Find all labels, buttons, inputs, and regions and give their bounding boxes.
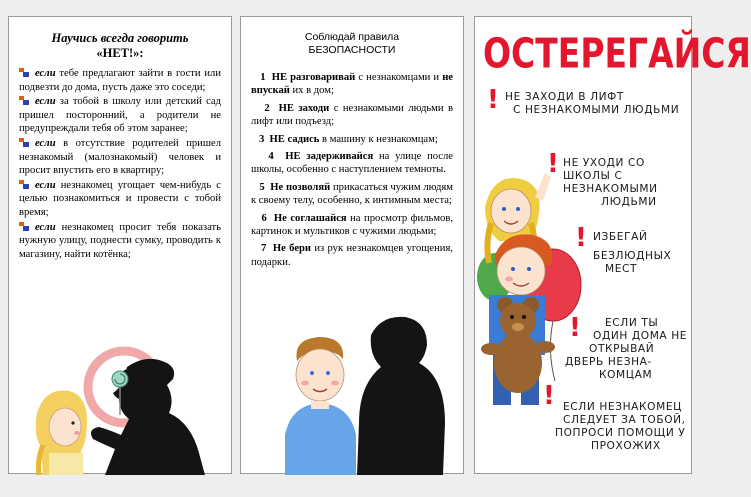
warning-exclamation-icon: ! <box>569 313 581 343</box>
beware-note-followed <box>555 401 686 453</box>
girl-stranger-illustration <box>9 335 233 475</box>
rule-item <box>251 181 453 208</box>
note-line: НЕ ЗАХОДИ В ЛИФТ <box>505 91 624 103</box>
rule-text: с незнакомыми людьми в лифт или подъезд; <box>251 102 454 128</box>
safety-rules-list <box>251 71 453 269</box>
safety-rules-panel <box>240 16 464 474</box>
warning-exclamation-icon: ! <box>575 223 587 253</box>
item-text: незнакомец угощает чем-нибудь с целью познакомиться и провести с тобой время; <box>19 179 221 218</box>
rule-text: в машину к незнакомцам; <box>319 133 438 145</box>
keyword-if: если <box>35 68 56 79</box>
rule-keyword: не впускай <box>251 72 453 97</box>
list-item <box>19 67 221 94</box>
beware-note-home-alone <box>565 317 688 382</box>
note-line: ЕСЛИ НЕЗНАКОМЕЦ <box>563 401 682 413</box>
item-text: тебе предлагают зайти в гости или подвезти до дома, пусть даже это соседи; <box>19 68 221 93</box>
say-no-panel <box>8 16 232 474</box>
note-line: ПРОХОЖИХ <box>591 440 661 452</box>
safety-title-line1: Соблюдай правила <box>304 31 400 43</box>
note-line: ШКОЛЫ С <box>563 170 623 182</box>
bullet-icon <box>19 96 30 105</box>
rule-item <box>251 71 453 98</box>
bullet-icon <box>19 68 30 77</box>
bullet-icon <box>19 180 30 189</box>
rule-text: с незнакомцами и <box>355 72 443 83</box>
say-no-title-line1: Научись всегда говорить <box>51 31 189 45</box>
rule-text: на улице после школы, особенно с наступлением темноты. <box>251 151 453 176</box>
note-line: СЛЕДУЕТ ЗА ТОБОЙ, <box>563 414 686 426</box>
rule-number: 2 <box>264 102 270 114</box>
rule-item <box>251 150 453 177</box>
rule-text: их в дом; <box>289 85 334 97</box>
say-no-list <box>19 67 221 261</box>
note-line: ОДИН ДОМА НЕ <box>593 330 688 342</box>
rule-keyword: НЕ заходи <box>278 102 330 114</box>
list-item <box>19 221 221 262</box>
bullet-icon <box>19 222 30 231</box>
note-line: МЕСТ <box>605 263 638 275</box>
rule-keyword: Не соглашайся <box>273 212 347 224</box>
rule-keyword: НЕ садись <box>269 133 320 145</box>
say-no-title <box>17 31 223 61</box>
keyword-if: если <box>35 179 56 191</box>
note-line: БЕЗЛЮДНЫХ <box>593 250 672 262</box>
note-line: ИЗБЕГАЙ <box>593 231 648 243</box>
item-text: за тобой в школу или детский сад пришел посторонний, а родители не предупреждали тебя об этом заранее; <box>19 96 221 135</box>
list-item <box>19 95 221 136</box>
note-line: ДВЕРЬ НЕЗНА- <box>565 356 652 368</box>
rule-keyword: Не бери <box>272 243 312 255</box>
rule-number: 4 <box>268 151 274 163</box>
note-line: ЛЮДЬМИ <box>601 196 657 208</box>
boy-shadow-illustration <box>241 305 465 475</box>
keyword-if: если <box>35 96 56 108</box>
beware-note-empty-places <box>593 231 671 276</box>
rule-item <box>251 242 453 269</box>
keyword-if: если <box>35 221 56 233</box>
rule-number: 1 <box>260 72 266 83</box>
note-line: ОТКРЫВАЙ <box>589 343 655 355</box>
rule-number: 5 <box>259 181 265 193</box>
rule-item <box>251 102 453 129</box>
rule-keyword: НЕ разговаривай <box>271 72 356 83</box>
keyword-if: если <box>35 137 56 149</box>
list-item <box>19 179 221 220</box>
safety-title-line2: БЕЗОПАСНОСТИ <box>308 44 396 56</box>
safety-rules-title <box>249 31 455 57</box>
item-text: в отсутствие родителей пришел незнакомый (малознакомый) человек и просит впустить его в квартиру; <box>19 137 221 177</box>
warning-exclamation-icon: ! <box>487 85 499 115</box>
list-item <box>19 137 221 178</box>
rule-number: 6 <box>261 212 267 224</box>
item-text: незнакомец просит тебя показать нужную улицу, поднести сумку, проводить к магазину, найти котёнка; <box>19 221 221 260</box>
rule-text: на просмотр фильмов, картинок и мультиков с чужими людьми; <box>251 212 453 238</box>
beware-note-school <box>563 157 658 209</box>
beware-panel <box>474 16 751 474</box>
note-line: ЕСЛИ ТЫ <box>605 317 659 329</box>
note-line: НЕ УХОДИ СО <box>563 157 645 169</box>
bullet-icon <box>19 138 30 147</box>
warning-exclamation-icon: ! <box>543 381 555 411</box>
note-line: С НЕЗНАКОМЫМИ ЛЮДЬМИ <box>513 104 680 116</box>
note-line: ПОПРОСИ ПОМОЩИ У <box>555 427 686 439</box>
rule-text: прикасаться чужим людям к своему телу, особенно, к интимным места; <box>251 181 454 207</box>
rule-keyword: НЕ задерживайся <box>285 151 374 163</box>
rule-keyword: Не позволяй <box>270 181 331 193</box>
rule-number: 3 <box>258 133 265 145</box>
rule-item <box>251 133 453 146</box>
note-line: КОМЦАМ <box>599 369 653 381</box>
rule-item <box>251 212 453 239</box>
rule-number: 7 <box>260 243 267 255</box>
warning-exclamation-icon: ! <box>547 149 559 179</box>
note-line: НЕЗНАКОМЫМИ <box>563 183 658 195</box>
beware-title: ОСТЕРЕГАЙСЯ <box>483 28 751 78</box>
beware-note-elevator <box>505 91 679 117</box>
rule-text: из рук незнакомцев угощения, подарки. <box>251 243 453 268</box>
say-no-title-line2: «НЕТ!»: <box>96 46 144 60</box>
